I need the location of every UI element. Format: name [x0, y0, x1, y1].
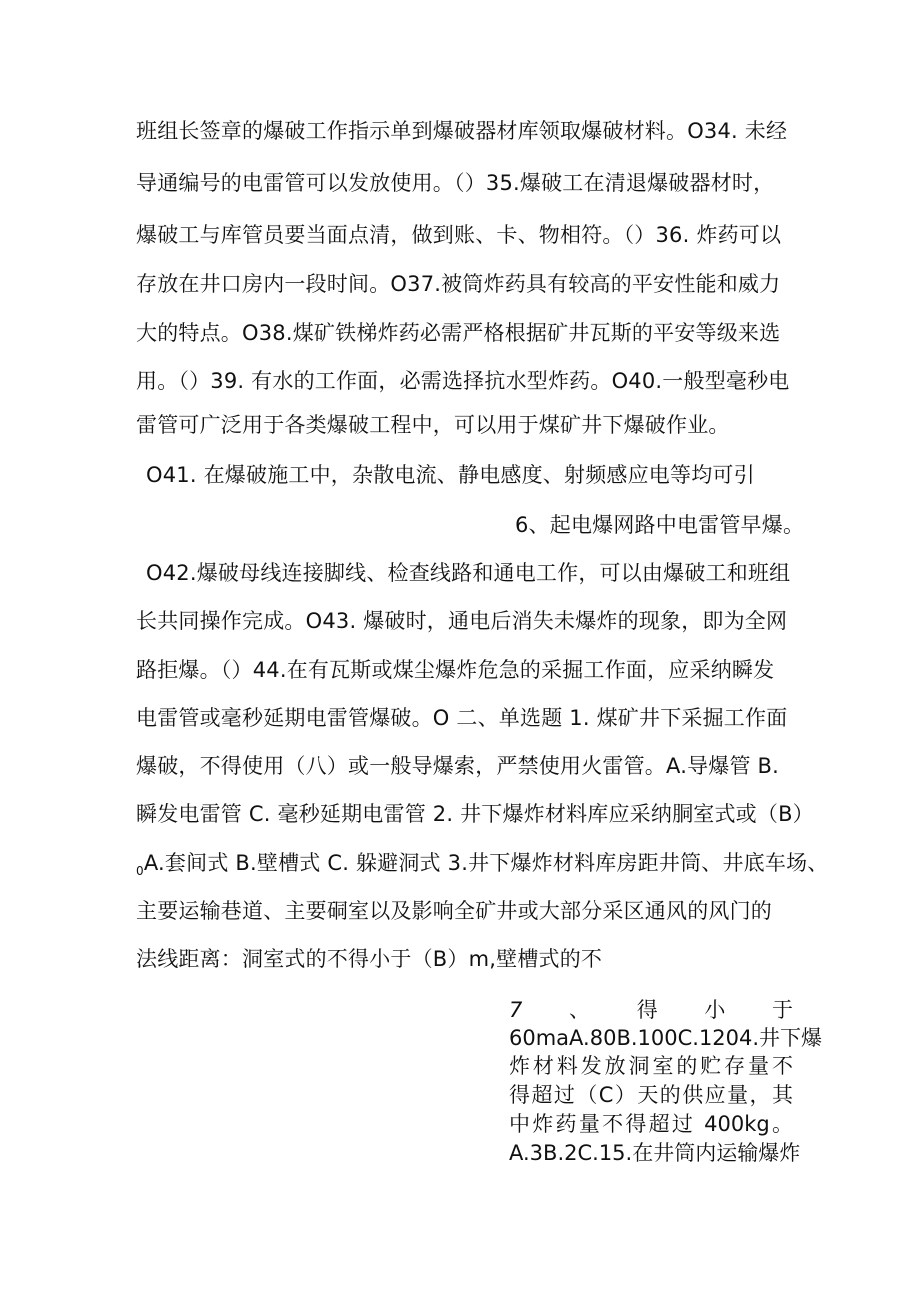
text-line: 用。（）39. 有水的工作面，必需选择抗水型炸药。O40.一般型毫秒电 — [136, 369, 790, 393]
text-line: 电雷管或毫秒延期电雷管爆破。O 二、单选题 1. 煤矿井下采掘工作面 — [136, 706, 788, 730]
text-line-41: O41. 在爆破施工中，杂散电流、静电感度、射频感应电等均可引 — [146, 463, 755, 487]
text-token: 7 — [509, 998, 523, 1022]
text-line: 路拒爆。（）44.在有瓦斯或煤尘爆炸危急的采掘工作面，应采纳瞬发 — [136, 658, 775, 682]
text-line: 班组长签章的爆破工作指示单到爆破器材库领取爆破材料。O34. 未经 — [136, 119, 788, 143]
subscript-mark: 0 — [136, 864, 144, 879]
text-line: 瞬发电雷管 C. 毫秒延期电雷管 2. 井下爆炸材料库应采纳胴室式或（B） — [136, 802, 814, 826]
narrow-text-line: 得超过（C）天的供应量，其 — [509, 1083, 793, 1107]
text-token: 小 — [704, 998, 726, 1022]
text-token: 于 — [772, 998, 793, 1022]
text-line: 雷管可广泛用于各类爆破工程中，可以用于煤矿井下爆破作业。 — [136, 413, 730, 437]
text-segment: A.套间式 B.壁槽式 C. 躲避洞式 3.井下爆炸材料库房距井筒、井底车场、 — [143, 851, 829, 875]
spread-text-line — [509, 996, 793, 1024]
text-token: 、 — [569, 998, 591, 1022]
text-line-6: 6、起电爆网路中电雷管早爆。 — [515, 513, 805, 537]
text-line: 长共同操作完成。O43. 爆破时，通电后消失未爆炸的现象，即为全网 — [136, 609, 788, 633]
narrow-text-line: 60maA.80B.100C.1204.井下爆 — [509, 1026, 823, 1050]
text-line: 导通编号的电雷管可以发放使用。（）35.爆破工在清退爆破器材时， — [136, 171, 775, 195]
text-line: 爆破工与库管员要当面点清，做到账、卡、物相符。（）36. 炸药可以 — [136, 223, 782, 247]
text-line: 存放在井口房内一段时间。O37.被筒炸药具有较高的平安性能和威力 — [136, 272, 781, 296]
narrow-text-line: 中炸药量不得超过 400kg。 — [509, 1112, 793, 1136]
text-line-with-subscript — [136, 849, 828, 885]
text-line: 大的特点。O38.煤矿铁梯炸药必需严格根据矿井瓦斯的平安等级来选 — [136, 321, 781, 345]
text-line: 主要运输巷道、主要硐室以及影响全矿井或大部分采区通风的风门的 — [136, 899, 772, 923]
text-token: 得 — [636, 998, 658, 1022]
text-line-42: O42.爆破母线连接脚线、检查线路和通电工作，可以由爆破工和班组 — [146, 561, 791, 585]
narrow-text-line: 炸材料发放洞室的贮存量不 — [509, 1054, 793, 1078]
text-line: 法线距离：洞室式的不得小于（B）m,壁槽式的不 — [136, 947, 603, 971]
text-line: 爆破，不得使用（八）或一般导爆索，严禁使用火雷管。A.导爆管 B. — [136, 754, 780, 778]
narrow-text-line: A.3B.2C.15.在井筒内运输爆炸 — [509, 1141, 801, 1165]
